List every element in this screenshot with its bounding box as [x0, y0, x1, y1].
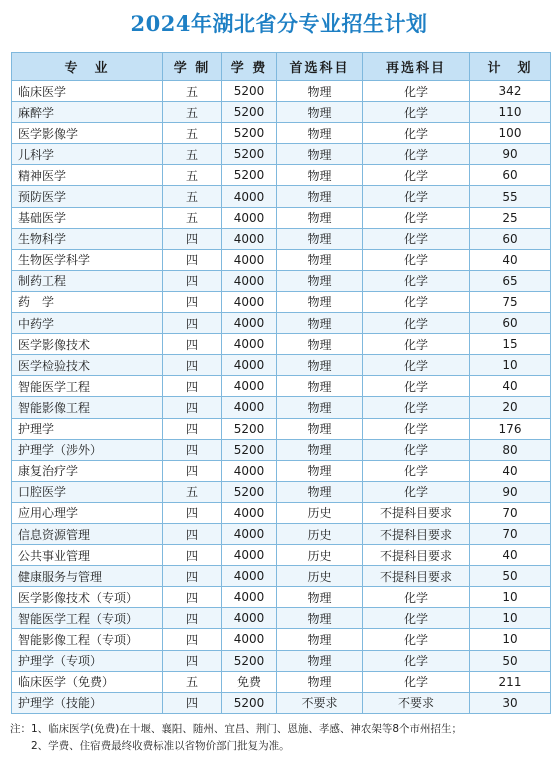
cell-plan: 80	[470, 439, 551, 460]
cell-major: 麻醉学	[12, 102, 163, 123]
footnote-1: 注：1、临床医学(免费)在十堰、襄阳、随州、宜昌、荆门、恩施、孝感、神农架等8个市州招生；	[10, 723, 463, 735]
cell-major: 基础医学	[12, 207, 163, 228]
cell-duration: 四	[163, 692, 222, 713]
cell-plan: 90	[470, 144, 551, 165]
cell-first-subject: 物理	[277, 123, 363, 144]
cell-first-subject: 物理	[277, 355, 363, 376]
cell-major: 医学检验技术	[12, 355, 163, 376]
cell-major: 精神医学	[12, 165, 163, 186]
cell-first-subject: 物理	[277, 270, 363, 291]
cell-duration: 四	[163, 313, 222, 334]
cell-major: 制药工程	[12, 270, 163, 291]
table-row	[12, 207, 551, 228]
table-row	[12, 566, 551, 587]
cell-major: 临床医学	[12, 81, 163, 102]
cell-first-subject: 物理	[277, 650, 363, 671]
cell-plan: 342	[470, 81, 551, 102]
cell-major: 应用心理学	[12, 502, 163, 523]
header-plan: 计 划	[470, 53, 551, 81]
table-row	[12, 481, 551, 502]
table-row	[12, 144, 551, 165]
cell-major: 生物医学科学	[12, 249, 163, 270]
cell-plan: 30	[470, 692, 551, 713]
cell-second-subject: 化学	[363, 123, 470, 144]
cell-major: 智能影像工程（专项）	[12, 629, 163, 650]
cell-plan: 10	[470, 608, 551, 629]
cell-second-subject: 化学	[363, 481, 470, 502]
cell-first-subject: 物理	[277, 81, 363, 102]
cell-plan: 70	[470, 523, 551, 544]
cell-duration: 四	[163, 502, 222, 523]
cell-first-subject: 物理	[277, 334, 363, 355]
cell-major: 健康服务与管理	[12, 566, 163, 587]
cell-second-subject: 不提科目要求	[363, 545, 470, 566]
cell-major: 护理学（技能）	[12, 692, 163, 713]
cell-duration: 五	[163, 123, 222, 144]
cell-duration: 四	[163, 376, 222, 397]
cell-tuition: 5200	[222, 123, 277, 144]
table-row	[12, 608, 551, 629]
cell-duration: 四	[163, 523, 222, 544]
cell-major: 口腔医学	[12, 481, 163, 502]
cell-duration: 四	[163, 228, 222, 249]
cell-second-subject: 化学	[363, 270, 470, 291]
enrollment-plan-table	[11, 52, 551, 714]
cell-first-subject: 物理	[277, 228, 363, 249]
cell-second-subject: 化学	[363, 608, 470, 629]
footnote-2: 2、学费、住宿费最终收费标准以省物价部门批复为准。	[31, 740, 290, 752]
cell-second-subject: 化学	[363, 376, 470, 397]
table-row	[12, 165, 551, 186]
cell-major: 中药学	[12, 313, 163, 334]
cell-second-subject: 化学	[363, 355, 470, 376]
cell-second-subject: 不提科目要求	[363, 502, 470, 523]
table-row	[12, 502, 551, 523]
cell-duration: 五	[163, 144, 222, 165]
cell-tuition: 4000	[222, 460, 277, 481]
cell-tuition: 4000	[222, 186, 277, 207]
table-row	[12, 460, 551, 481]
cell-second-subject: 化学	[363, 144, 470, 165]
cell-plan: 60	[470, 165, 551, 186]
cell-first-subject: 物理	[277, 102, 363, 123]
table-row	[12, 313, 551, 334]
table-row	[12, 545, 551, 566]
table-row	[12, 186, 551, 207]
cell-tuition: 4000	[222, 313, 277, 334]
table-row	[12, 355, 551, 376]
cell-plan: 40	[470, 376, 551, 397]
cell-tuition: 5200	[222, 418, 277, 439]
cell-tuition: 5200	[222, 692, 277, 713]
cell-duration: 四	[163, 397, 222, 418]
cell-duration: 四	[163, 270, 222, 291]
cell-tuition: 4000	[222, 291, 277, 312]
cell-first-subject: 历史	[277, 566, 363, 587]
table-row	[12, 439, 551, 460]
header-first-subject: 首选科目	[277, 53, 363, 81]
cell-major: 护理学（专项）	[12, 650, 163, 671]
cell-duration: 四	[163, 439, 222, 460]
cell-second-subject: 化学	[363, 313, 470, 334]
cell-first-subject: 物理	[277, 481, 363, 502]
table-row	[12, 228, 551, 249]
cell-first-subject: 不要求	[277, 692, 363, 713]
cell-plan: 25	[470, 207, 551, 228]
cell-first-subject: 物理	[277, 439, 363, 460]
cell-second-subject: 化学	[363, 249, 470, 270]
cell-major: 医学影像学	[12, 123, 163, 144]
cell-plan: 176	[470, 418, 551, 439]
header-second-subject: 再选科目	[363, 53, 470, 81]
table-row	[12, 102, 551, 123]
cell-second-subject: 化学	[363, 81, 470, 102]
cell-first-subject: 物理	[277, 144, 363, 165]
cell-plan: 50	[470, 650, 551, 671]
cell-major: 生物科学	[12, 228, 163, 249]
table-row	[12, 629, 551, 650]
cell-second-subject: 化学	[363, 587, 470, 608]
cell-plan: 20	[470, 397, 551, 418]
cell-duration: 四	[163, 608, 222, 629]
cell-second-subject: 化学	[363, 629, 470, 650]
cell-duration: 四	[163, 291, 222, 312]
cell-first-subject: 物理	[277, 376, 363, 397]
cell-duration: 四	[163, 334, 222, 355]
cell-first-subject: 物理	[277, 418, 363, 439]
cell-plan: 10	[470, 587, 551, 608]
cell-major: 医学影像技术	[12, 334, 163, 355]
cell-tuition: 5200	[222, 102, 277, 123]
footnotes	[10, 721, 555, 755]
table-row	[12, 671, 551, 692]
cell-major: 公共事业管理	[12, 545, 163, 566]
cell-duration: 五	[163, 481, 222, 502]
table-row	[12, 376, 551, 397]
cell-tuition: 4000	[222, 523, 277, 544]
cell-tuition: 5200	[222, 481, 277, 502]
cell-tuition: 4000	[222, 207, 277, 228]
cell-major: 护理学	[12, 418, 163, 439]
cell-first-subject: 物理	[277, 671, 363, 692]
cell-second-subject: 化学	[363, 671, 470, 692]
cell-second-subject: 化学	[363, 165, 470, 186]
cell-duration: 四	[163, 566, 222, 587]
table-header-row	[12, 53, 551, 81]
table-row	[12, 291, 551, 312]
cell-major: 护理学（涉外）	[12, 439, 163, 460]
table-row	[12, 334, 551, 355]
table-row	[12, 81, 551, 102]
cell-tuition: 4000	[222, 355, 277, 376]
cell-first-subject: 历史	[277, 502, 363, 523]
table-body	[12, 81, 551, 714]
cell-plan: 15	[470, 334, 551, 355]
cell-major: 医学影像技术（专项）	[12, 587, 163, 608]
cell-plan: 10	[470, 629, 551, 650]
cell-major: 康复治疗学	[12, 460, 163, 481]
cell-duration: 四	[163, 545, 222, 566]
cell-plan: 90	[470, 481, 551, 502]
cell-tuition: 5200	[222, 144, 277, 165]
cell-first-subject: 物理	[277, 186, 363, 207]
cell-second-subject: 化学	[363, 334, 470, 355]
cell-major: 药 学	[12, 291, 163, 312]
cell-duration: 四	[163, 587, 222, 608]
cell-tuition: 4000	[222, 397, 277, 418]
cell-second-subject: 化学	[363, 397, 470, 418]
cell-tuition: 4000	[222, 249, 277, 270]
cell-tuition: 4000	[222, 228, 277, 249]
cell-first-subject: 物理	[277, 629, 363, 650]
cell-duration: 五	[163, 671, 222, 692]
cell-major: 临床医学（免费）	[12, 671, 163, 692]
cell-major: 智能医学工程（专项）	[12, 608, 163, 629]
cell-plan: 10	[470, 355, 551, 376]
cell-tuition: 5200	[222, 81, 277, 102]
header-duration: 学 制	[163, 53, 222, 81]
cell-major: 预防医学	[12, 186, 163, 207]
cell-first-subject: 物理	[277, 165, 363, 186]
table-row	[12, 587, 551, 608]
cell-first-subject: 物理	[277, 291, 363, 312]
cell-second-subject: 化学	[363, 650, 470, 671]
cell-tuition: 4000	[222, 334, 277, 355]
cell-tuition: 4000	[222, 629, 277, 650]
cell-plan: 60	[470, 313, 551, 334]
cell-first-subject: 历史	[277, 523, 363, 544]
cell-plan: 50	[470, 566, 551, 587]
cell-duration: 五	[163, 102, 222, 123]
cell-tuition: 5200	[222, 165, 277, 186]
cell-first-subject: 物理	[277, 587, 363, 608]
table-row	[12, 650, 551, 671]
cell-tuition: 4000	[222, 608, 277, 629]
cell-second-subject: 化学	[363, 102, 470, 123]
cell-plan: 70	[470, 502, 551, 523]
cell-second-subject: 不提科目要求	[363, 523, 470, 544]
cell-plan: 40	[470, 249, 551, 270]
cell-second-subject: 不要求	[363, 692, 470, 713]
cell-plan: 100	[470, 123, 551, 144]
cell-tuition: 4000	[222, 502, 277, 523]
cell-second-subject: 化学	[363, 186, 470, 207]
cell-plan: 75	[470, 291, 551, 312]
cell-first-subject: 物理	[277, 249, 363, 270]
cell-duration: 四	[163, 650, 222, 671]
table-row	[12, 397, 551, 418]
cell-second-subject: 化学	[363, 207, 470, 228]
cell-duration: 五	[163, 165, 222, 186]
cell-tuition: 免费	[222, 671, 277, 692]
cell-tuition: 4000	[222, 587, 277, 608]
cell-tuition: 4000	[222, 376, 277, 397]
cell-first-subject: 物理	[277, 313, 363, 334]
cell-first-subject: 物理	[277, 608, 363, 629]
cell-duration: 四	[163, 418, 222, 439]
table-row	[12, 418, 551, 439]
cell-plan: 65	[470, 270, 551, 291]
cell-plan: 60	[470, 228, 551, 249]
table-row	[12, 270, 551, 291]
cell-second-subject: 化学	[363, 291, 470, 312]
cell-tuition: 4000	[222, 545, 277, 566]
cell-duration: 五	[163, 81, 222, 102]
cell-major: 信息资源管理	[12, 523, 163, 544]
cell-plan: 40	[470, 545, 551, 566]
cell-second-subject: 不提科目要求	[363, 566, 470, 587]
cell-tuition: 5200	[222, 439, 277, 460]
table-row	[12, 249, 551, 270]
cell-duration: 四	[163, 460, 222, 481]
table-row	[12, 692, 551, 713]
cell-major: 儿科学	[12, 144, 163, 165]
cell-major: 智能医学工程	[12, 376, 163, 397]
cell-plan: 110	[470, 102, 551, 123]
cell-first-subject: 历史	[277, 545, 363, 566]
cell-second-subject: 化学	[363, 460, 470, 481]
cell-second-subject: 化学	[363, 418, 470, 439]
cell-major: 智能影像工程	[12, 397, 163, 418]
cell-first-subject: 物理	[277, 207, 363, 228]
cell-first-subject: 物理	[277, 397, 363, 418]
cell-second-subject: 化学	[363, 439, 470, 460]
header-tuition: 学 费	[222, 53, 277, 81]
page-title: 2024年湖北省分专业招生计划	[130, 11, 428, 36]
cell-duration: 四	[163, 355, 222, 376]
cell-plan: 211	[470, 671, 551, 692]
cell-duration: 四	[163, 249, 222, 270]
cell-tuition: 4000	[222, 270, 277, 291]
cell-plan: 40	[470, 460, 551, 481]
cell-duration: 五	[163, 186, 222, 207]
cell-tuition: 4000	[222, 566, 277, 587]
cell-first-subject: 物理	[277, 460, 363, 481]
table-row	[12, 523, 551, 544]
cell-duration: 四	[163, 629, 222, 650]
header-major: 专 业	[12, 53, 163, 81]
cell-second-subject: 化学	[363, 228, 470, 249]
cell-duration: 五	[163, 207, 222, 228]
cell-plan: 55	[470, 186, 551, 207]
cell-tuition: 5200	[222, 650, 277, 671]
table-row	[12, 123, 551, 144]
